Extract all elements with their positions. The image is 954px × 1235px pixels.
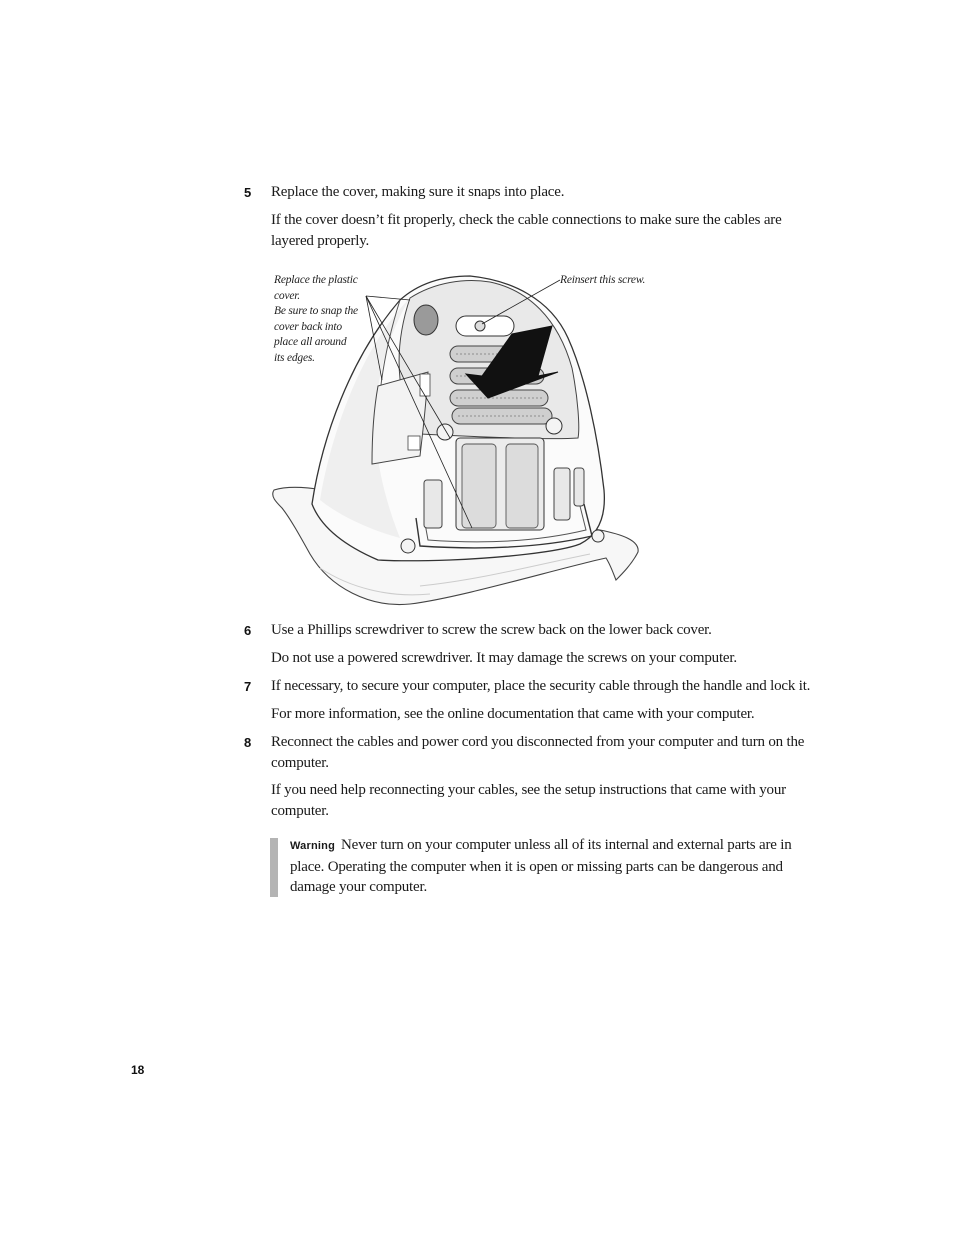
- step-8-number: 8: [244, 735, 252, 750]
- callout-cover-line-5: its edges.: [274, 351, 315, 364]
- callout-cover-line-1: Replace the plastic cover.: [274, 274, 358, 302]
- cover-screw: [475, 321, 485, 331]
- callout-cover-line-4: place all around: [274, 336, 347, 348]
- step-5-text: Replace the cover, making sure it snaps into place.: [271, 184, 565, 200]
- callout-cover-line-2: Be sure to snap the: [274, 305, 358, 317]
- step-8-text: Reconnect the cables and power cord you disconnected from your computer and turn on the computer.: [271, 734, 805, 771]
- corner-screw-left: [437, 424, 453, 440]
- warning-box: [290, 835, 820, 898]
- callout-cover: [274, 273, 384, 366]
- warning-label: Warning: [290, 840, 335, 852]
- step-6-text: Use a Phillips screwdriver to screw the screw back on the lower back cover.: [271, 622, 712, 638]
- callout-screw: Reinsert this screw.: [560, 274, 646, 286]
- round-port: [414, 305, 438, 335]
- step-6-note: Do not use a powered screwdriver. It may damage the screws on your computer.: [271, 650, 737, 666]
- step-8-note: If you need help reconnecting your cables, see the setup instructions that came with your computer.: [271, 782, 786, 819]
- step-7-text: If necessary, to secure your computer, place the security cable through the handle and lock it.: [271, 678, 811, 694]
- foot-screw-right: [592, 530, 604, 542]
- callout-cover-line-3: cover back into: [274, 320, 342, 333]
- foot-screw-left: [401, 539, 415, 553]
- page-number: 18: [131, 1063, 145, 1077]
- step-5-number: 5: [244, 185, 252, 200]
- warning-bar: [270, 838, 278, 897]
- corner-screw-right: [546, 418, 562, 434]
- step-7-note: For more information, see the online documentation that came with your computer.: [271, 706, 755, 722]
- step-7-number: 7: [244, 679, 252, 694]
- step-6-number: 6: [244, 623, 252, 638]
- warning-text: Never turn on your computer unless all of its internal and external parts are in place. Operating the computer when it is open or missing parts can be dangerous and damage your computer.: [290, 837, 792, 895]
- step-5-note: If the cover doesn’t fit properly, check the cable connections to make sure the cables are layered properly.: [271, 212, 782, 249]
